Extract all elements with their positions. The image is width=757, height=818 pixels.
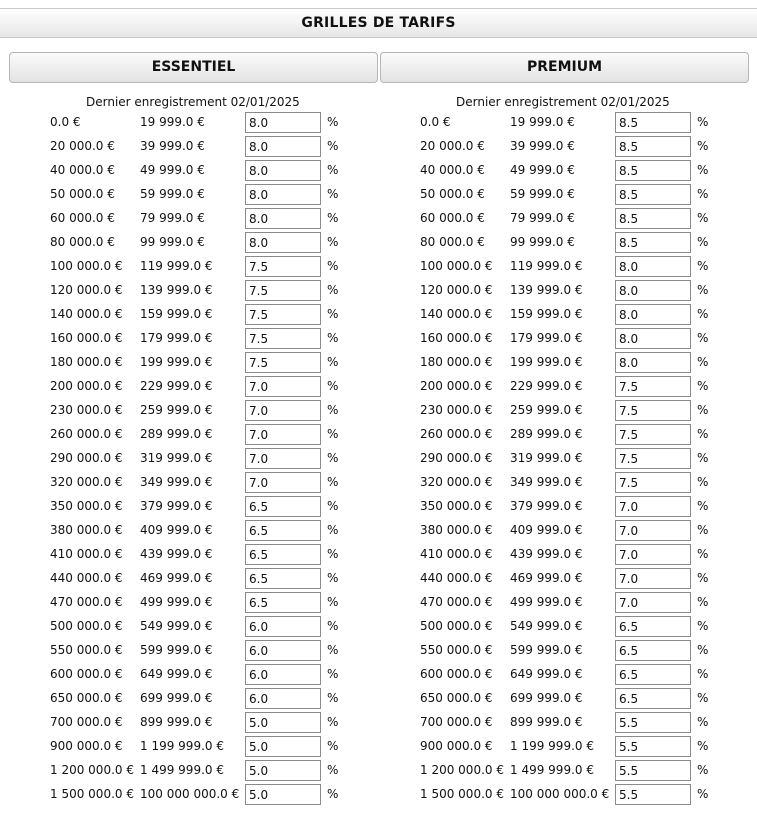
premium-rate-grid: [420, 111, 720, 807]
rate-input[interactable]: [615, 328, 691, 349]
tariff-row: [420, 495, 720, 519]
tariff-row: [50, 567, 350, 591]
range-from: 100 000.0 €: [50, 259, 123, 273]
range-to: 699 999.0 €: [510, 691, 583, 705]
range-from: 900 000.0 €: [50, 739, 123, 753]
range-to: 699 999.0 €: [140, 691, 213, 705]
percent-unit: %: [697, 163, 709, 177]
tariff-row: [50, 399, 350, 423]
percent-unit: %: [327, 355, 339, 369]
range-from: 20 000.0 €: [50, 139, 115, 153]
tariff-row: [50, 519, 350, 543]
range-to: 599 999.0 €: [140, 643, 213, 657]
range-to: 159 999.0 €: [510, 307, 583, 321]
range-from: 80 000.0 €: [420, 235, 485, 249]
range-from: 180 000.0 €: [420, 355, 493, 369]
range-from: 500 000.0 €: [50, 619, 123, 633]
range-to: 499 999.0 €: [140, 595, 213, 609]
rate-input[interactable]: [245, 496, 321, 517]
percent-unit: %: [697, 331, 709, 345]
rate-input[interactable]: [245, 112, 321, 133]
range-from: 260 000.0 €: [420, 427, 493, 441]
range-to: 289 999.0 €: [510, 427, 583, 441]
percent-unit: %: [327, 163, 339, 177]
range-from: 160 000.0 €: [420, 331, 493, 345]
tariff-row: [420, 471, 720, 495]
range-to: 409 999.0 €: [510, 523, 583, 537]
tariff-row: [420, 327, 720, 351]
range-from: 700 000.0 €: [50, 715, 123, 729]
range-from: 290 000.0 €: [420, 451, 493, 465]
rate-input[interactable]: [245, 592, 321, 613]
range-to: 549 999.0 €: [510, 619, 583, 633]
range-to: 1 499 999.0 €: [140, 763, 224, 777]
range-from: 80 000.0 €: [50, 235, 115, 249]
rate-input[interactable]: [245, 472, 321, 493]
range-from: 160 000.0 €: [50, 331, 123, 345]
percent-unit: %: [327, 643, 339, 657]
range-from: 200 000.0 €: [420, 379, 493, 393]
rate-input[interactable]: [615, 760, 691, 781]
rate-input[interactable]: [615, 592, 691, 613]
percent-unit: %: [697, 307, 709, 321]
tariff-row: [50, 303, 350, 327]
range-to: 439 999.0 €: [140, 547, 213, 561]
tariff-row: [50, 159, 350, 183]
range-to: 229 999.0 €: [140, 379, 213, 393]
range-to: 59 999.0 €: [510, 187, 575, 201]
tariff-row: [420, 351, 720, 375]
range-from: 600 000.0 €: [420, 667, 493, 681]
rate-input[interactable]: [245, 304, 321, 325]
range-from: 350 000.0 €: [420, 499, 493, 513]
range-to: 19 999.0 €: [510, 115, 575, 129]
percent-unit: %: [327, 739, 339, 753]
range-to: 649 999.0 €: [140, 667, 213, 681]
tariff-row: [50, 735, 350, 759]
percent-unit: %: [697, 379, 709, 393]
essentiel-rate-grid: [50, 111, 350, 807]
percent-unit: %: [327, 547, 339, 561]
tab-essentiel[interactable]: ESSENTIEL: [9, 52, 378, 83]
range-from: 410 000.0 €: [50, 547, 123, 561]
range-to: 469 999.0 €: [140, 571, 213, 585]
range-to: 199 999.0 €: [140, 355, 213, 369]
tariff-row: [50, 375, 350, 399]
tariff-row: [420, 735, 720, 759]
tariff-row: [420, 399, 720, 423]
percent-unit: %: [327, 787, 339, 801]
rate-input[interactable]: [615, 280, 691, 301]
range-from: 550 000.0 €: [50, 643, 123, 657]
range-to: 159 999.0 €: [140, 307, 213, 321]
range-from: 20 000.0 €: [420, 139, 485, 153]
tariff-row: [50, 759, 350, 783]
tariff-row: [420, 759, 720, 783]
tariff-row: [50, 423, 350, 447]
percent-unit: %: [697, 715, 709, 729]
rate-input[interactable]: [615, 232, 691, 253]
percent-unit: %: [697, 763, 709, 777]
percent-unit: %: [327, 187, 339, 201]
range-to: 379 999.0 €: [510, 499, 583, 513]
rate-input[interactable]: [615, 304, 691, 325]
tariff-row: [420, 231, 720, 255]
tariff-row: [420, 543, 720, 567]
range-to: 649 999.0 €: [510, 667, 583, 681]
rate-input[interactable]: [245, 760, 321, 781]
tariff-row: [50, 231, 350, 255]
range-to: 349 999.0 €: [140, 475, 213, 489]
tariff-row: [50, 279, 350, 303]
range-from: 230 000.0 €: [420, 403, 493, 417]
range-from: 140 000.0 €: [50, 307, 123, 321]
percent-unit: %: [697, 235, 709, 249]
range-to: 1 199 999.0 €: [510, 739, 594, 753]
range-from: 60 000.0 €: [420, 211, 485, 225]
range-from: 1 500 000.0 €: [50, 787, 134, 801]
rate-input[interactable]: [615, 448, 691, 469]
range-to: 1 199 999.0 €: [140, 739, 224, 753]
percent-unit: %: [327, 379, 339, 393]
range-to: 499 999.0 €: [510, 595, 583, 609]
rate-input[interactable]: [615, 400, 691, 421]
percent-unit: %: [697, 547, 709, 561]
rate-input[interactable]: [615, 568, 691, 589]
percent-unit: %: [327, 595, 339, 609]
percent-unit: %: [697, 643, 709, 657]
tariff-row: [420, 279, 720, 303]
range-to: 199 999.0 €: [510, 355, 583, 369]
rate-input[interactable]: [615, 160, 691, 181]
tariff-row: [50, 135, 350, 159]
range-to: 179 999.0 €: [140, 331, 213, 345]
tariff-row: [420, 567, 720, 591]
percent-unit: %: [327, 211, 339, 225]
tariff-row: [420, 711, 720, 735]
range-from: 50 000.0 €: [50, 187, 115, 201]
tariff-row: [420, 783, 720, 807]
percent-unit: %: [697, 691, 709, 705]
tariff-row: [50, 543, 350, 567]
tariff-row: [50, 183, 350, 207]
percent-unit: %: [697, 211, 709, 225]
rate-input[interactable]: [245, 232, 321, 253]
percent-unit: %: [327, 667, 339, 681]
tariff-row: [420, 639, 720, 663]
range-to: 439 999.0 €: [510, 547, 583, 561]
rate-input[interactable]: [245, 520, 321, 541]
range-to: 19 999.0 €: [140, 115, 205, 129]
range-from: 380 000.0 €: [420, 523, 493, 537]
tariff-row: [50, 663, 350, 687]
range-from: 100 000.0 €: [420, 259, 493, 273]
rate-input[interactable]: [615, 112, 691, 133]
tariff-row: [50, 471, 350, 495]
range-from: 290 000.0 €: [50, 451, 123, 465]
percent-unit: %: [697, 139, 709, 153]
range-from: 120 000.0 €: [50, 283, 123, 297]
rate-input[interactable]: [615, 520, 691, 541]
rate-input[interactable]: [615, 256, 691, 277]
tariff-row: [50, 495, 350, 519]
range-to: 100 000 000.0 €: [140, 787, 240, 801]
range-from: 470 000.0 €: [420, 595, 493, 609]
tariff-row: [50, 207, 350, 231]
rate-input[interactable]: [245, 640, 321, 661]
rate-input[interactable]: [615, 640, 691, 661]
percent-unit: %: [697, 475, 709, 489]
percent-unit: %: [697, 523, 709, 537]
rate-input[interactable]: [615, 208, 691, 229]
tariff-row: [420, 615, 720, 639]
range-to: 119 999.0 €: [140, 259, 213, 273]
range-from: 650 000.0 €: [50, 691, 123, 705]
rate-input[interactable]: [615, 712, 691, 733]
percent-unit: %: [697, 451, 709, 465]
rate-input[interactable]: [245, 280, 321, 301]
tariff-row: [50, 327, 350, 351]
tariff-row: [50, 783, 350, 807]
range-to: 79 999.0 €: [140, 211, 205, 225]
rate-input[interactable]: [245, 208, 321, 229]
rate-input[interactable]: [615, 784, 691, 805]
tariff-row: [420, 687, 720, 711]
rate-input[interactable]: [245, 688, 321, 709]
rate-input[interactable]: [245, 616, 321, 637]
tariff-row: [420, 159, 720, 183]
rate-input[interactable]: [245, 424, 321, 445]
range-to: 119 999.0 €: [510, 259, 583, 273]
tariff-row: [420, 303, 720, 327]
rate-input[interactable]: [615, 136, 691, 157]
range-to: 319 999.0 €: [510, 451, 583, 465]
rate-input[interactable]: [245, 544, 321, 565]
percent-unit: %: [327, 115, 339, 129]
last-record-label: Dernier enregistrement 02/01/2025: [86, 95, 300, 109]
rate-input[interactable]: [615, 376, 691, 397]
range-from: 1 500 000.0 €: [420, 787, 504, 801]
percent-unit: %: [697, 355, 709, 369]
range-to: 349 999.0 €: [510, 475, 583, 489]
range-to: 319 999.0 €: [140, 451, 213, 465]
rate-input[interactable]: [615, 664, 691, 685]
range-from: 260 000.0 €: [50, 427, 123, 441]
tariff-row: [420, 375, 720, 399]
range-from: 440 000.0 €: [420, 571, 493, 585]
rate-input[interactable]: [615, 184, 691, 205]
rate-input[interactable]: [615, 688, 691, 709]
rate-input[interactable]: [245, 736, 321, 757]
percent-unit: %: [327, 571, 339, 585]
percent-unit: %: [697, 283, 709, 297]
range-to: 100 000 000.0 €: [510, 787, 610, 801]
range-to: 59 999.0 €: [140, 187, 205, 201]
percent-unit: %: [327, 403, 339, 417]
range-to: 899 999.0 €: [510, 715, 583, 729]
tariff-row: [420, 447, 720, 471]
percent-unit: %: [697, 739, 709, 753]
percent-unit: %: [327, 619, 339, 633]
range-to: 1 499 999.0 €: [510, 763, 594, 777]
percent-unit: %: [327, 427, 339, 441]
percent-unit: %: [697, 115, 709, 129]
rate-input[interactable]: [245, 136, 321, 157]
range-from: 0.0 €: [420, 115, 451, 129]
tariff-row: [420, 183, 720, 207]
tariff-row: [50, 591, 350, 615]
range-from: 650 000.0 €: [420, 691, 493, 705]
percent-unit: %: [327, 499, 339, 513]
tariff-row: [50, 711, 350, 735]
tariff-row: [420, 111, 720, 135]
range-to: 899 999.0 €: [140, 715, 213, 729]
range-from: 140 000.0 €: [420, 307, 493, 321]
range-to: 99 999.0 €: [140, 235, 205, 249]
rate-input[interactable]: [245, 664, 321, 685]
tariff-row: [50, 447, 350, 471]
range-from: 320 000.0 €: [50, 475, 123, 489]
range-from: 60 000.0 €: [50, 211, 115, 225]
tariff-row: [420, 663, 720, 687]
percent-unit: %: [327, 715, 339, 729]
tariff-row: [50, 255, 350, 279]
range-from: 440 000.0 €: [50, 571, 123, 585]
range-from: 200 000.0 €: [50, 379, 123, 393]
percent-unit: %: [697, 571, 709, 585]
range-from: 230 000.0 €: [50, 403, 123, 417]
tariff-row: [50, 351, 350, 375]
rate-input[interactable]: [615, 496, 691, 517]
range-from: 410 000.0 €: [420, 547, 493, 561]
range-from: 550 000.0 €: [420, 643, 493, 657]
range-from: 1 200 000.0 €: [50, 763, 134, 777]
range-from: 1 200 000.0 €: [420, 763, 504, 777]
rate-input[interactable]: [245, 712, 321, 733]
percent-unit: %: [327, 139, 339, 153]
percent-unit: %: [697, 259, 709, 273]
range-to: 139 999.0 €: [140, 283, 213, 297]
rate-input[interactable]: [615, 472, 691, 493]
rate-input[interactable]: [245, 184, 321, 205]
range-to: 49 999.0 €: [510, 163, 575, 177]
rate-input[interactable]: [615, 544, 691, 565]
range-to: 99 999.0 €: [510, 235, 575, 249]
range-to: 469 999.0 €: [510, 571, 583, 585]
percent-unit: %: [327, 475, 339, 489]
rate-input[interactable]: [615, 352, 691, 373]
range-to: 549 999.0 €: [140, 619, 213, 633]
range-to: 179 999.0 €: [510, 331, 583, 345]
percent-unit: %: [327, 235, 339, 249]
range-from: 40 000.0 €: [50, 163, 115, 177]
percent-unit: %: [327, 307, 339, 321]
tariff-row: [420, 423, 720, 447]
percent-unit: %: [697, 619, 709, 633]
range-from: 320 000.0 €: [420, 475, 493, 489]
range-to: 39 999.0 €: [140, 139, 205, 153]
percent-unit: %: [327, 691, 339, 705]
range-from: 120 000.0 €: [420, 283, 493, 297]
tariff-row: [420, 591, 720, 615]
last-record-label: Dernier enregistrement 02/01/2025: [456, 95, 670, 109]
percent-unit: %: [327, 283, 339, 297]
range-to: 229 999.0 €: [510, 379, 583, 393]
range-from: 0.0 €: [50, 115, 81, 129]
range-from: 600 000.0 €: [50, 667, 123, 681]
percent-unit: %: [327, 523, 339, 537]
range-to: 79 999.0 €: [510, 211, 575, 225]
range-to: 259 999.0 €: [140, 403, 213, 417]
tariff-row: [50, 639, 350, 663]
percent-unit: %: [327, 763, 339, 777]
range-to: 139 999.0 €: [510, 283, 583, 297]
rate-input[interactable]: [615, 616, 691, 637]
range-from: 350 000.0 €: [50, 499, 123, 513]
percent-unit: %: [697, 667, 709, 681]
percent-unit: %: [327, 259, 339, 273]
page-title: GRILLES DE TARIFS: [0, 8, 757, 38]
percent-unit: %: [697, 403, 709, 417]
percent-unit: %: [697, 787, 709, 801]
range-to: 259 999.0 €: [510, 403, 583, 417]
percent-unit: %: [697, 187, 709, 201]
percent-unit: %: [697, 499, 709, 513]
rate-input[interactable]: [245, 448, 321, 469]
range-to: 379 999.0 €: [140, 499, 213, 513]
tariff-row: [420, 135, 720, 159]
range-to: 409 999.0 €: [140, 523, 213, 537]
tariff-row: [50, 615, 350, 639]
percent-unit: %: [697, 427, 709, 441]
percent-unit: %: [697, 595, 709, 609]
range-to: 599 999.0 €: [510, 643, 583, 657]
rate-input[interactable]: [245, 256, 321, 277]
rate-input[interactable]: [245, 376, 321, 397]
range-from: 380 000.0 €: [50, 523, 123, 537]
rate-input[interactable]: [615, 736, 691, 757]
tariff-row: [50, 111, 350, 135]
tariff-row: [50, 687, 350, 711]
percent-unit: %: [327, 451, 339, 465]
rate-input[interactable]: [245, 328, 321, 349]
range-to: 289 999.0 €: [140, 427, 213, 441]
range-to: 49 999.0 €: [140, 163, 205, 177]
tariff-row: [420, 207, 720, 231]
rate-input[interactable]: [245, 568, 321, 589]
tariff-row: [420, 255, 720, 279]
range-from: 470 000.0 €: [50, 595, 123, 609]
rate-input[interactable]: [615, 424, 691, 445]
range-from: 900 000.0 €: [420, 739, 493, 753]
rate-input[interactable]: [245, 160, 321, 181]
range-to: 39 999.0 €: [510, 139, 575, 153]
range-from: 500 000.0 €: [420, 619, 493, 633]
range-from: 40 000.0 €: [420, 163, 485, 177]
range-from: 50 000.0 €: [420, 187, 485, 201]
tariff-row: [420, 519, 720, 543]
range-from: 700 000.0 €: [420, 715, 493, 729]
rate-input[interactable]: [245, 352, 321, 373]
percent-unit: %: [327, 331, 339, 345]
tab-premium[interactable]: PREMIUM: [380, 52, 749, 83]
rate-input[interactable]: [245, 784, 321, 805]
range-from: 180 000.0 €: [50, 355, 123, 369]
rate-input[interactable]: [245, 400, 321, 421]
